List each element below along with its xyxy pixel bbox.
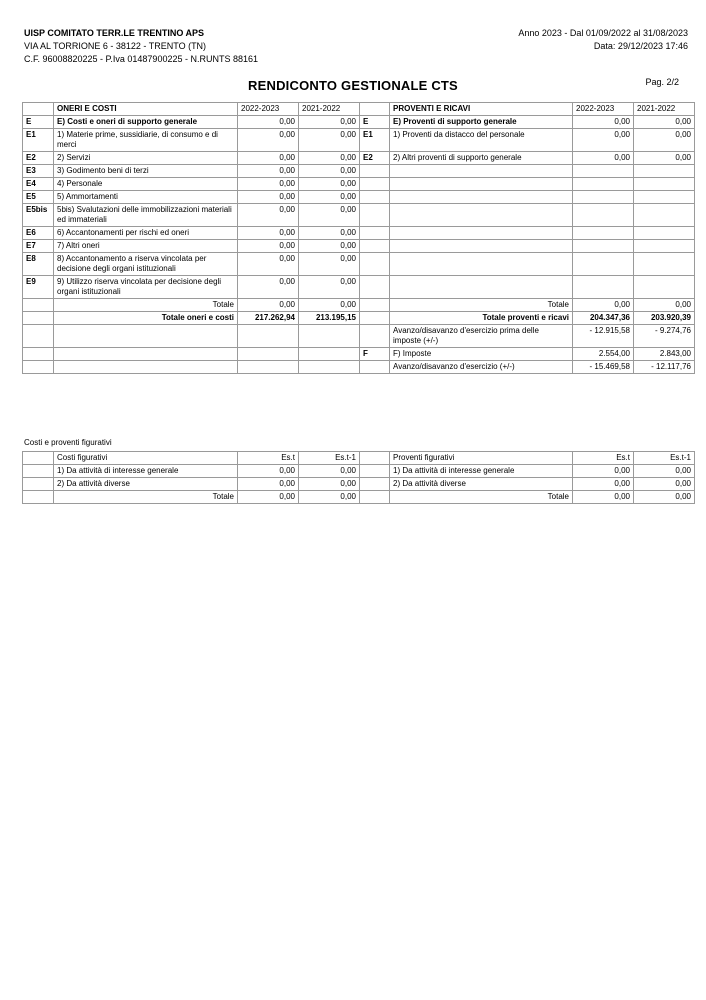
- left-value-2022-2023: 0,00: [238, 165, 299, 178]
- left-year1-header: 2022-2023: [238, 103, 299, 116]
- right-value-2022-2023: [573, 165, 634, 178]
- left-description: 3) Godimento beni di terzi: [54, 165, 238, 178]
- imposte-value-1: 2.554,00: [573, 348, 634, 361]
- left-value-2021-2022: 0,00: [299, 116, 360, 129]
- table-row: [23, 276, 695, 299]
- table-row: [23, 204, 695, 227]
- proventi-figurativi-header: Proventi figurativi: [390, 452, 573, 465]
- left-code: E6: [23, 227, 54, 240]
- empty-cell: [54, 361, 238, 374]
- avanzo-value-2: - 12.117,76: [634, 361, 695, 374]
- table-row: [23, 129, 695, 152]
- right-description: E) Proventi di supporto generale: [390, 116, 573, 129]
- left-value-2022-2023: 0,00: [238, 240, 299, 253]
- right-value-2021-2022: [634, 240, 695, 253]
- left-description: 9) Utilizzo riserva vincolata per decisione degli organi istituzionali: [54, 276, 238, 299]
- right-est1-header: Es.t-1: [634, 452, 695, 465]
- figurativi-table: [22, 451, 695, 504]
- left-value-2021-2022: 0,00: [299, 204, 360, 227]
- table-row: [23, 191, 695, 204]
- empty-cell: [299, 325, 360, 348]
- proventi-header: PROVENTI E RICAVI: [390, 103, 573, 116]
- left-value-2021-2022: 0,00: [299, 191, 360, 204]
- left-value-2021-2022: 0,00: [299, 165, 360, 178]
- empty-cell: [23, 299, 54, 312]
- organization-header: [24, 27, 258, 66]
- empty-cell: [360, 361, 390, 374]
- left-code: E3: [23, 165, 54, 178]
- imposte-label: F) Imposte: [390, 348, 573, 361]
- avanzo-row: [23, 361, 695, 374]
- right-description: [390, 240, 573, 253]
- right-value-2021-2022: [634, 165, 695, 178]
- empty-cell: [23, 491, 54, 504]
- table-row: [23, 116, 695, 129]
- right-value-2021-2022: [634, 178, 695, 191]
- left-code: E5bis: [23, 204, 54, 227]
- right-description: 1) Proventi da distacco del personale: [390, 129, 573, 152]
- right-description: 2) Altri proventi di supporto generale: [390, 152, 573, 165]
- right-value-2022-2023: [573, 227, 634, 240]
- totale-left-value-1: 0,00: [238, 299, 299, 312]
- empty-cell: [23, 361, 54, 374]
- left-value-2022-2023: 0,00: [238, 276, 299, 299]
- left-code: E1: [23, 129, 54, 152]
- right-code: [360, 178, 390, 191]
- avanzo-pre-label: Avanzo/disavanzo d'esercizio prima delle imposte (+/-): [390, 325, 573, 348]
- left-value-2022-2023: 0,00: [238, 253, 299, 276]
- header-code-cell: [23, 103, 54, 116]
- avanzo-pre-imposte-row: [23, 325, 695, 348]
- empty-cell: [299, 348, 360, 361]
- imposte-row: [23, 348, 695, 361]
- right-code: [360, 191, 390, 204]
- empty-cell: [23, 452, 54, 465]
- table-row: [23, 227, 695, 240]
- left-value-2022-2023: 0,00: [238, 116, 299, 129]
- costi-figurativi-est: 0,00: [238, 478, 299, 491]
- imposte-code: F: [360, 348, 390, 361]
- figurativi-totale-row: [23, 491, 695, 504]
- left-est-header: Es.t: [238, 452, 299, 465]
- org-address: VIA AL TORRIONE 6 - 38122 - TRENTO (TN): [24, 41, 207, 51]
- right-value-2021-2022: [634, 253, 695, 276]
- empty-cell: [54, 348, 238, 361]
- header-code-cell: [360, 103, 390, 116]
- right-code: E: [360, 116, 390, 129]
- grand-total-row: [23, 312, 695, 325]
- right-code: E2: [360, 152, 390, 165]
- right-description: [390, 178, 573, 191]
- left-description: 2) Servizi: [54, 152, 238, 165]
- costi-figurativi-est1: 0,00: [299, 465, 360, 478]
- empty-cell: [238, 348, 299, 361]
- main-statement-table: [22, 102, 695, 374]
- empty-cell: [54, 325, 238, 348]
- totale-oneri-value-1: 217.262,94: [238, 312, 299, 325]
- table-row: [23, 465, 695, 478]
- page-number: Pag. 2/2: [645, 77, 679, 87]
- right-description: [390, 191, 573, 204]
- right-description: [390, 253, 573, 276]
- costi-figurativi-description: 1) Da attività di interesse generale: [54, 465, 238, 478]
- empty-cell: [23, 348, 54, 361]
- empty-cell: [299, 361, 360, 374]
- left-code: E9: [23, 276, 54, 299]
- left-code: E: [23, 116, 54, 129]
- empty-cell: [360, 452, 390, 465]
- empty-cell: [23, 465, 54, 478]
- proventi-figurativi-description: 2) Da attività diverse: [390, 478, 573, 491]
- figurativi-totale-right-label: Totale: [390, 491, 573, 504]
- period-text: Anno 2023 - Dal 01/09/2022 al 31/08/2023: [518, 28, 688, 38]
- totale-proventi-value-2: 203.920,39: [634, 312, 695, 325]
- right-code: [360, 253, 390, 276]
- left-value-2021-2022: 0,00: [299, 227, 360, 240]
- right-description: [390, 165, 573, 178]
- figurativi-totale-right-2: 0,00: [634, 491, 695, 504]
- empty-cell: [238, 361, 299, 374]
- left-value-2022-2023: 0,00: [238, 204, 299, 227]
- costi-figurativi-est: 0,00: [238, 465, 299, 478]
- right-value-2021-2022: [634, 276, 695, 299]
- table-row: [23, 178, 695, 191]
- right-value-2022-2023: 0,00: [573, 116, 634, 129]
- right-value-2021-2022: [634, 191, 695, 204]
- costi-figurativi-est1: 0,00: [299, 478, 360, 491]
- left-code: E7: [23, 240, 54, 253]
- right-code: [360, 165, 390, 178]
- right-value-2022-2023: [573, 240, 634, 253]
- left-year2-header: 2021-2022: [299, 103, 360, 116]
- org-tax-ids: C.F. 96008820225 - P.Iva 01487900225 - N.RUNTS 88161: [24, 54, 258, 64]
- figurativi-header-row: [23, 452, 695, 465]
- totale-left-label: Totale: [54, 299, 238, 312]
- figurativi-totale-left-2: 0,00: [299, 491, 360, 504]
- period-header: [518, 27, 688, 53]
- totale-right-label: Totale: [390, 299, 573, 312]
- right-value-2022-2023: [573, 253, 634, 276]
- empty-cell: [23, 325, 54, 348]
- left-description: 6) Accantonamenti per rischi ed oneri: [54, 227, 238, 240]
- right-est-header: Es.t: [573, 452, 634, 465]
- right-value-2022-2023: [573, 204, 634, 227]
- avanzo-label: Avanzo/disavanzo d'esercizio (+/-): [390, 361, 573, 374]
- avanzo-value-1: - 15.469,58: [573, 361, 634, 374]
- left-value-2022-2023: 0,00: [238, 227, 299, 240]
- left-value-2021-2022: 0,00: [299, 253, 360, 276]
- figurativi-totale-right-1: 0,00: [573, 491, 634, 504]
- empty-cell: [23, 478, 54, 491]
- main-header-row: [23, 103, 695, 116]
- right-value-2021-2022: [634, 227, 695, 240]
- right-code: E1: [360, 129, 390, 152]
- right-description: [390, 276, 573, 299]
- right-value-2021-2022: 0,00: [634, 129, 695, 152]
- totale-row: [23, 299, 695, 312]
- totale-left-value-2: 0,00: [299, 299, 360, 312]
- report-title: RENDICONTO GESTIONALE CTS: [248, 78, 458, 93]
- totale-right-value-2: 0,00: [634, 299, 695, 312]
- left-value-2022-2023: 0,00: [238, 191, 299, 204]
- org-name: UISP COMITATO TERR.LE TRENTINO APS: [24, 28, 205, 38]
- left-value-2021-2022: 0,00: [299, 129, 360, 152]
- left-code: E4: [23, 178, 54, 191]
- table-row: [23, 165, 695, 178]
- left-description: 1) Materie prime, sussidiarie, di consumo e di merci: [54, 129, 238, 152]
- empty-cell: [360, 465, 390, 478]
- empty-cell: [238, 325, 299, 348]
- costi-figurativi-header: Costi figurativi: [54, 452, 238, 465]
- left-value-2022-2023: 0,00: [238, 129, 299, 152]
- right-value-2022-2023: [573, 276, 634, 299]
- costi-figurativi-description: 2) Da attività diverse: [54, 478, 238, 491]
- right-value-2022-2023: [573, 178, 634, 191]
- left-value-2022-2023: 0,00: [238, 152, 299, 165]
- left-description: 5) Ammortamenti: [54, 191, 238, 204]
- left-description: E) Costi e oneri di supporto generale: [54, 116, 238, 129]
- table-row: [23, 253, 695, 276]
- empty-cell: [360, 299, 390, 312]
- empty-cell: [360, 312, 390, 325]
- left-description: 5bis) Svalutazioni delle immobilizzazioni materiali ed immateriali: [54, 204, 238, 227]
- right-value-2022-2023: 0,00: [573, 152, 634, 165]
- left-code: E5: [23, 191, 54, 204]
- proventi-figurativi-est: 0,00: [573, 478, 634, 491]
- totale-proventi-value-1: 204.347,36: [573, 312, 634, 325]
- proventi-figurativi-est1: 0,00: [634, 478, 695, 491]
- left-description: 7) Altri oneri: [54, 240, 238, 253]
- right-value-2021-2022: 0,00: [634, 152, 695, 165]
- left-description: 8) Accantonamento a riserva vincolata per decisione degli organi istituzionali: [54, 253, 238, 276]
- avanzo-pre-value-2: - 9.274,76: [634, 325, 695, 348]
- empty-cell: [360, 491, 390, 504]
- right-code: [360, 204, 390, 227]
- proventi-figurativi-description: 1) Da attività di interesse generale: [390, 465, 573, 478]
- avanzo-pre-value-1: - 12.915,58: [573, 325, 634, 348]
- right-description: [390, 227, 573, 240]
- right-year2-header: 2021-2022: [634, 103, 695, 116]
- left-est1-header: Es.t-1: [299, 452, 360, 465]
- left-value-2021-2022: 0,00: [299, 240, 360, 253]
- figurativi-totale-left-label: Totale: [54, 491, 238, 504]
- totale-right-value-1: 0,00: [573, 299, 634, 312]
- totale-oneri-label: Totale oneri e costi: [54, 312, 238, 325]
- right-code: [360, 276, 390, 299]
- proventi-figurativi-est1: 0,00: [634, 465, 695, 478]
- right-value-2022-2023: 0,00: [573, 129, 634, 152]
- right-code: [360, 240, 390, 253]
- right-code: [360, 227, 390, 240]
- empty-cell: [360, 325, 390, 348]
- left-code: E8: [23, 253, 54, 276]
- totale-oneri-value-2: 213.195,15: [299, 312, 360, 325]
- table-row: [23, 478, 695, 491]
- imposte-value-2: 2.843,00: [634, 348, 695, 361]
- left-value-2021-2022: 0,00: [299, 152, 360, 165]
- left-description: 4) Personale: [54, 178, 238, 191]
- table-row: [23, 152, 695, 165]
- table-row: [23, 240, 695, 253]
- left-code: E2: [23, 152, 54, 165]
- right-description: [390, 204, 573, 227]
- right-year1-header: 2022-2023: [573, 103, 634, 116]
- left-value-2022-2023: 0,00: [238, 178, 299, 191]
- right-value-2021-2022: 0,00: [634, 116, 695, 129]
- figurativi-totale-left-1: 0,00: [238, 491, 299, 504]
- report-date: Data: 29/12/2023 17:46: [593, 41, 688, 51]
- oneri-header: ONERI E COSTI: [54, 103, 238, 116]
- left-value-2021-2022: 0,00: [299, 276, 360, 299]
- figurativi-section-label: Costi e proventi figurativi: [24, 438, 112, 447]
- right-value-2021-2022: [634, 204, 695, 227]
- totale-proventi-label: Totale proventi e ricavi: [390, 312, 573, 325]
- empty-cell: [360, 478, 390, 491]
- proventi-figurativi-est: 0,00: [573, 465, 634, 478]
- left-value-2021-2022: 0,00: [299, 178, 360, 191]
- empty-cell: [23, 312, 54, 325]
- right-value-2022-2023: [573, 191, 634, 204]
